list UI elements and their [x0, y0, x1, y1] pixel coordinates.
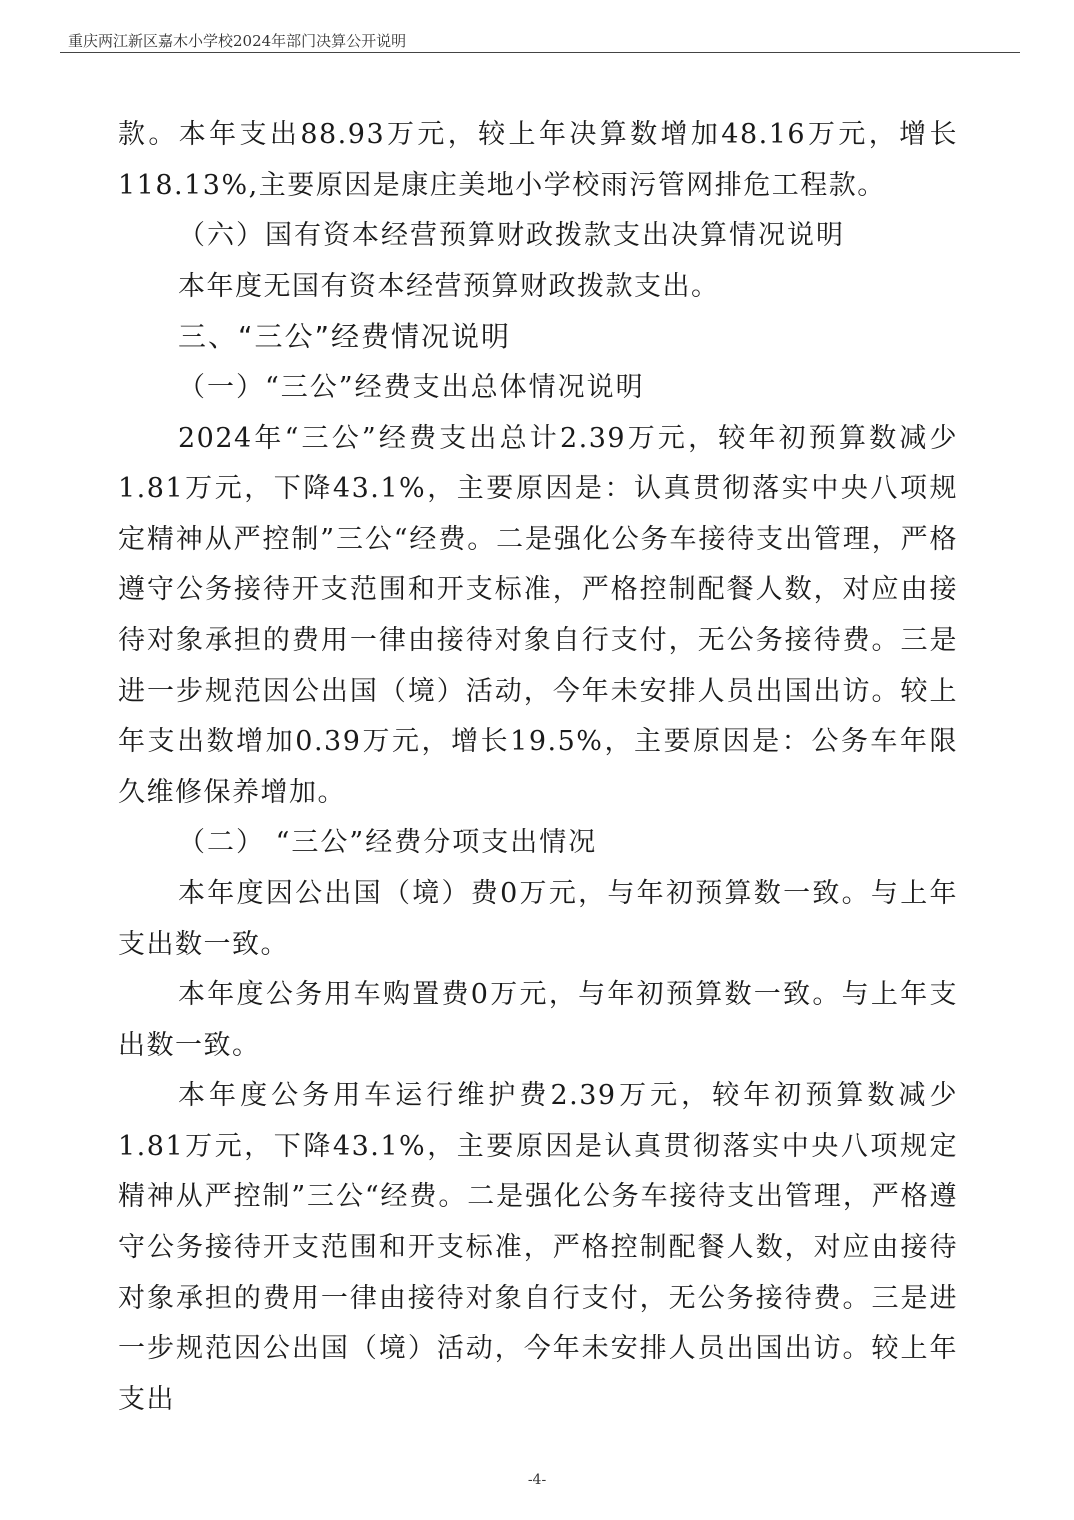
page-number: -4- — [527, 1472, 547, 1488]
chapter-heading-3: 三、“三公”经费情况说明 — [178, 320, 512, 354]
section-heading-2: （二） “三公”经费分项支出情况 — [178, 827, 598, 859]
section-heading-1: （一）“三公”经费支出总体情况说明 — [178, 371, 645, 403]
running-header: 重庆两江新区嘉木小学校2024年部门决算公开说明 — [68, 32, 407, 50]
header-divider — [60, 52, 1020, 53]
section-heading-6: （六）国有资本经营预算财政拨款支出决算情况说明 — [178, 220, 845, 252]
paragraph: 本年度因公出国（境）费0万元，与年初预算数一致。与上年支出数一致。 — [118, 877, 958, 960]
paragraph: 2024年“三公”经费支出总计2.39万元，较年初预算数减少1.81万元，下降43.1%，主要原因是：认真贯彻落实中央八项规定精神从严控制”三公“经费。二是强化公务车接待支出管理，严格遵守公务接待开支范围和开支标准，严格控制配餐人数，对应由接待对象承担的费用一律由接待对象自行支付，无公务接待费。三是进一步规范因公出国（境）活动，今年未安排人员出国出访。较上年支出数增加0.39万元，增长19.5%，主要原因是：公务车年限久维修保养增加。 — [118, 422, 958, 808]
paragraph-continuation: 款。本年支出88.93万元，较上年决算数增加48.16万元，增长118.13%,主要原因是康庄美地小学校雨污管网排危工程款。 — [118, 119, 958, 201]
paragraph: 本年度公务用车购置费0万元，与年初预算数一致。与上年支出数一致。 — [118, 979, 958, 1061]
paragraph: 本年度无国有资本经营预算财政拨款支出。 — [178, 270, 720, 302]
paragraph: 本年度公务用车运行维护费2.39万元，较年初预算数减少1.81万元，下降43.1%，主要原因是认真贯彻落实中央八项规定精神从严控制”三公“经费。二是强化公务车接待支出管理，严格遵守公务接待开支范围和开支标准，严格控制配餐人数，对应由接待对象承担的费用一律由接待对象自行支付，无公务接待费。三是进一步规范因公出国（境）活动，今年未安排人员出国出访。较上年支出 — [118, 1080, 958, 1415]
document-body — [118, 110, 958, 1425]
